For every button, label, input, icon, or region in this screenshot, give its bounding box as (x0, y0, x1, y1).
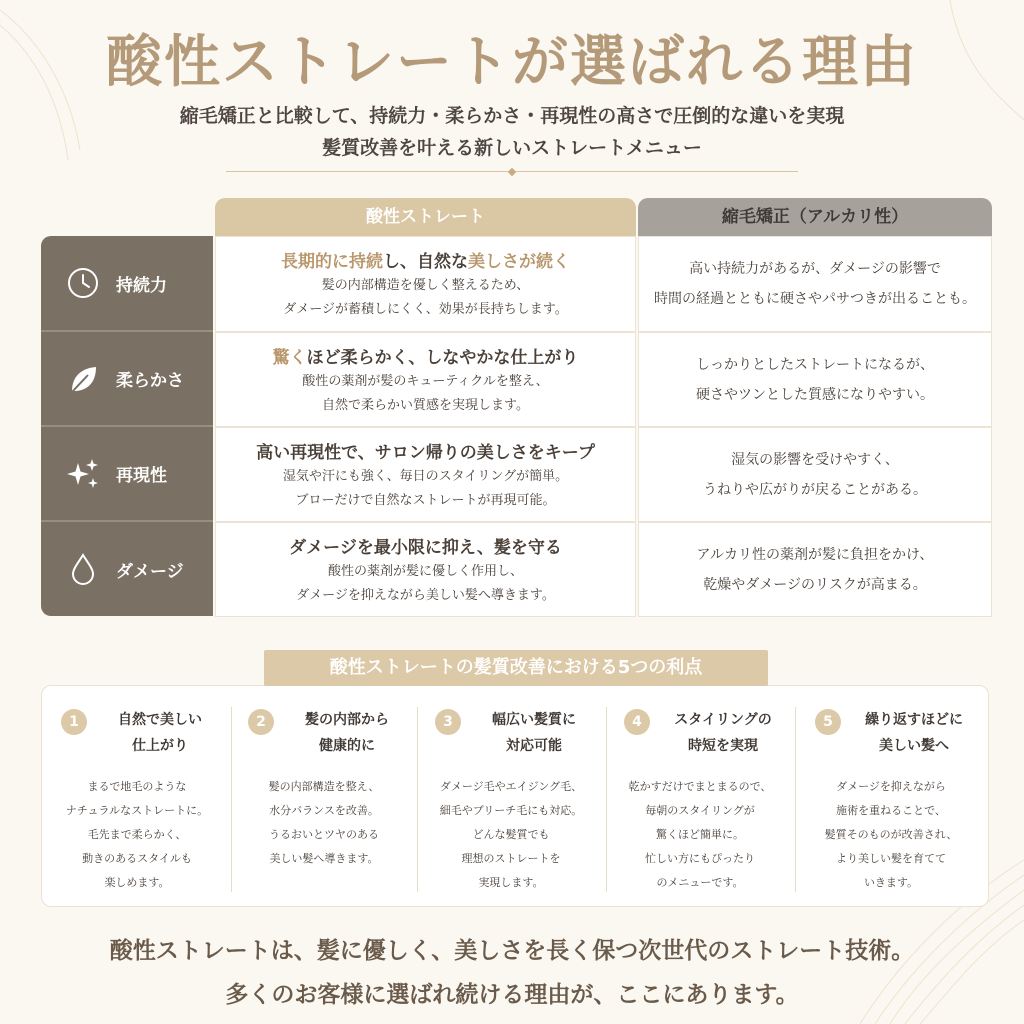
benefit-text: ダメージを抑えながら (836, 780, 946, 793)
row-label: 再現性 (116, 466, 167, 486)
row-label: 柔らかさ (116, 371, 184, 391)
benefit-text: どんな髪質でも (472, 828, 550, 841)
benefit-number: 1 (61, 709, 87, 735)
acid-cell-heading: 高い再現性で、サロン帰りの美しさをキープ (256, 443, 595, 463)
benefit-text: いきます。 (863, 876, 919, 889)
benefit-title: 髪の内部から 健康的に (305, 712, 389, 754)
alkali-cell-text: しっかりとしたストレートになるが、 (696, 356, 934, 373)
benefit-text: より美しい髪を育てて (836, 852, 946, 865)
benefit-text: 髪の内部構造を整え、 (268, 780, 380, 793)
alkali-cell-text: 硬さやツンとした質感になりやすい。 (696, 386, 934, 403)
benefit-number: 3 (435, 709, 461, 735)
alkali-cell-text: うねりや広がりが戻ることがある。 (703, 481, 927, 498)
acid-cell-text: ダメージが蓄積しにくく、効果が長持ちします。 (283, 302, 568, 317)
row-label: ダメージ (116, 561, 184, 582)
benefit-text: 細毛やブリーチ毛にも対応。 (439, 804, 583, 817)
clock-icon (66, 266, 100, 300)
acid-cell-text: 酸性の薬剤が髪に優しく作用し、 (327, 564, 523, 579)
benefit-number: 4 (624, 709, 650, 735)
acid-cell-text: 自然で柔らかい質感を実現します。 (322, 398, 529, 413)
benefit-number: 2 (248, 709, 274, 735)
benefit-title: スタイリングの 時短を実現 (674, 712, 772, 754)
benefit-text: 水分バランスを改善。 (269, 804, 379, 817)
alkali-cell-text: 高い持続力があるが、ダメージの影響で (689, 261, 941, 277)
acid-cell-heading: ダメージを最小限に抑え、髪を守る (289, 538, 562, 558)
row-header-durability (41, 236, 213, 330)
water-drop-icon (66, 552, 100, 586)
row-header-reproducibility (41, 427, 213, 520)
row-header-softness (41, 332, 213, 425)
acid-cell-damage (215, 522, 636, 617)
page-title: 酸性ストレートが選ばれる理由 (106, 29, 918, 95)
acid-cell-text: 酸性の薬剤が髪のキューティクルを整え、 (302, 374, 549, 389)
benefit-text: 実現します。 (478, 876, 544, 889)
benefit-text: 施術を重ねることで、 (836, 804, 946, 817)
benefit-text: 美しい髪へ導きます。 (269, 852, 379, 865)
benefit-item-2 (231, 707, 417, 892)
column-header-alkali: 縮毛矯正（アルカリ性） (638, 198, 992, 236)
acid-cell-text: ブローだけで自然なストレートが再現可能。 (295, 493, 556, 508)
acid-cell-softness (215, 332, 636, 427)
benefit-title: 自然で美しい 仕上がり (118, 712, 202, 754)
acid-cell-durability (215, 236, 636, 332)
subtitle-line-1: 縮毛矯正と比較して、持続力・柔らかさ・再現性の高さで圧倒的な違いを実現 (179, 105, 845, 127)
leaf-icon (66, 362, 100, 396)
benefits-title: 酸性ストレートの髪質改善における5つの利点 (264, 650, 768, 686)
sparkle-icon (66, 457, 100, 491)
alkali-cell-text: 湿気の影響を受けやすく、 (731, 451, 899, 468)
column-header-acid: 酸性ストレート (215, 198, 636, 236)
benefit-text: うるおいとツヤのある (269, 828, 379, 841)
acid-cell-heading: 驚くほど柔らかく、しなやかな仕上がり (272, 348, 579, 368)
benefit-text: 動きのあるスタイルも (82, 852, 192, 865)
title-divider (226, 170, 798, 174)
benefit-text: 髪質そのものが改善され、 (824, 828, 958, 841)
benefit-item-3 (418, 707, 604, 892)
benefit-item-5 (798, 707, 984, 892)
alkali-cell-text: アルカリ性の薬剤が髪に負担をかけ、 (696, 546, 934, 563)
acid-cell-text: 湿気や汗にも強く、毎日のスタイリングが簡単。 (282, 469, 569, 484)
acid-cell-heading: 長期的に持続し、自然な美しさが続く (281, 252, 570, 272)
benefit-text: のメニューです。 (656, 876, 744, 889)
benefit-text: 忙しい方にもぴったり (645, 852, 755, 865)
benefit-title: 幅広い髪質に 対応可能 (492, 712, 576, 754)
acid-cell-text: 髪の内部構造を優しく整えるため、 (321, 278, 530, 293)
footer-line-1: 酸性ストレートは、髪に優しく、美しさを長く保つ次世代のストレート技術。 (109, 937, 915, 964)
alkali-cell-reproducibility (638, 427, 992, 522)
benefit-item-4 (607, 707, 793, 892)
subtitle-line-2: 髪質改善を叶える新しいストレートメニュー (322, 137, 702, 159)
benefit-text: 驚くほど簡単に。 (656, 828, 744, 841)
alkali-cell-text: 時間の経過とともに硬さやパサつきが出ることも。 (654, 291, 976, 307)
alkali-cell-text: 乾燥やダメージのリスクが高まる。 (703, 576, 927, 593)
benefit-text: まるで地毛のような (87, 780, 187, 793)
benefit-text: ダメージ毛やエイジング毛、 (439, 780, 583, 793)
benefit-text: 乾かすだけでまとまるので、 (628, 780, 772, 793)
acid-cell-reproducibility (215, 427, 636, 522)
alkali-cell-damage (638, 522, 992, 617)
benefit-number: 5 (815, 709, 841, 735)
benefit-text: 毎朝のスタイリングが (645, 804, 755, 817)
benefit-title: 繰り返すほどに 美しい髪へ (865, 712, 963, 754)
benefit-text: 毛先まで柔らかく、 (87, 828, 187, 841)
benefit-item-1 (44, 707, 230, 892)
benefit-text: ナチュラルなストレートに。 (65, 804, 209, 817)
acid-cell-text: ダメージを抑えながら美しい髪へ導きます。 (296, 588, 555, 603)
row-label: 持続力 (116, 275, 167, 296)
benefit-divider (795, 707, 796, 892)
row-header-damage (41, 522, 213, 616)
alkali-cell-durability (638, 236, 992, 332)
benefit-text: 楽しめます。 (104, 876, 170, 889)
benefit-text: 理想のストレートを (461, 852, 561, 865)
footer-line-2: 多くのお客様に選ばれ続ける理由が、ここにあります。 (225, 981, 799, 1008)
alkali-cell-softness (638, 332, 992, 427)
